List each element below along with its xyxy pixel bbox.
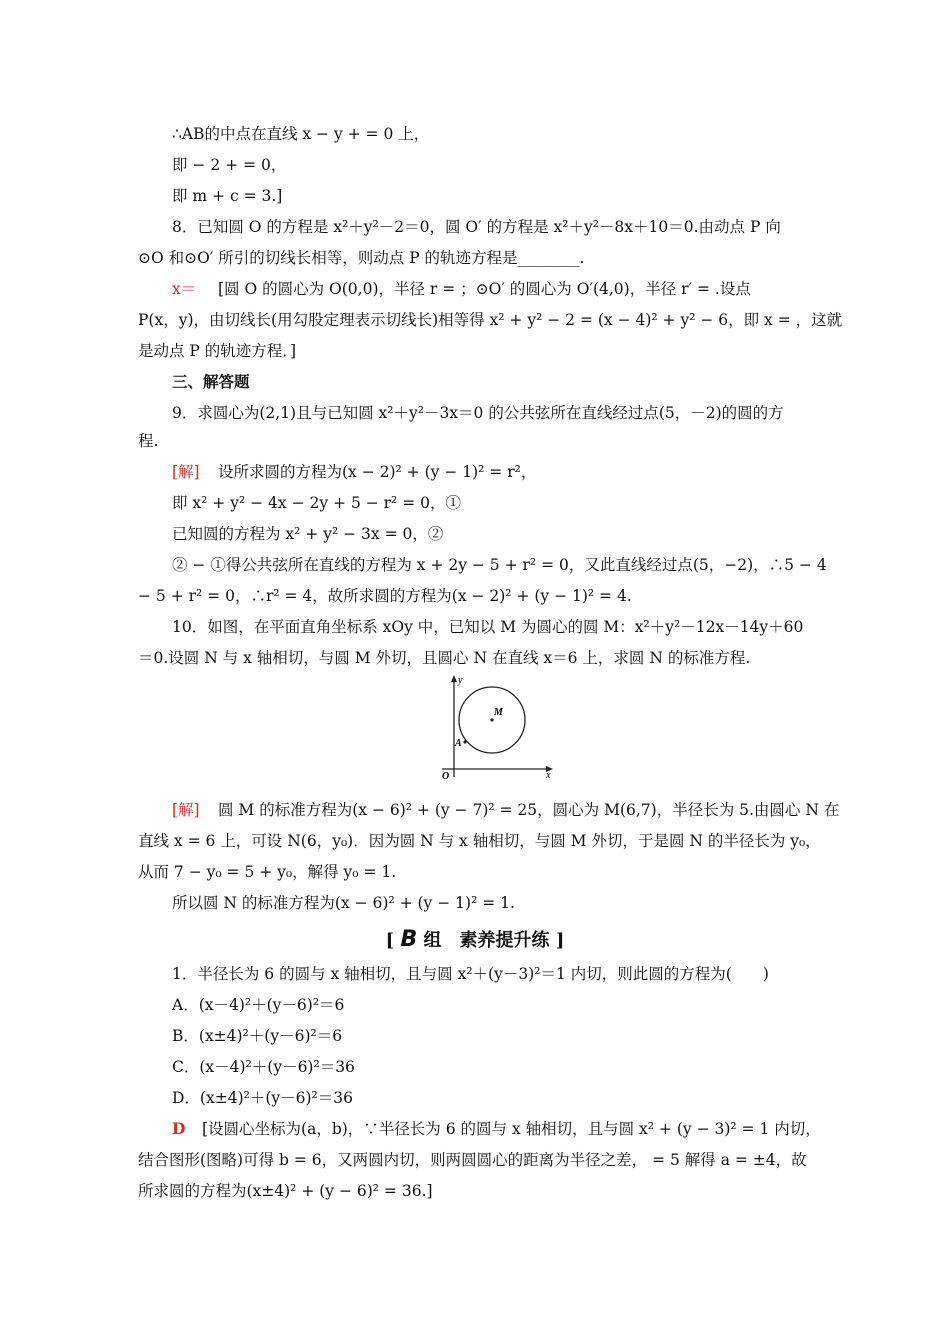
circle-figure <box>430 673 570 785</box>
text-line: 已知圆的方程为 x² + y² − 3x = 0，② <box>172 525 444 543</box>
point-a <box>463 740 466 743</box>
a-label: A <box>455 738 462 749</box>
y-axis-arrow <box>451 675 457 682</box>
text-line: ⊙O 和⊙O′ 所引的切线长相等，则动点 P 的轨迹方程是________. <box>138 249 585 267</box>
option-b: B．(x±4)²＋(y－6)²＝6 <box>172 1027 343 1045</box>
bracket-right: ] <box>555 930 565 951</box>
option-d: D．(x±4)²＋(y－6)²＝36 <box>172 1089 353 1107</box>
answer-label: D <box>172 1119 186 1138</box>
group-b-title <box>0 926 950 952</box>
text-line: [设圆心坐标为(a，b)，∵半径长为 6 的圆与 x 轴相切，且与圆 x² + (y − 3)² = 1 内切， <box>202 1120 821 1138</box>
text-line: − 5 + r² = 0，∴r² = 4，故所求圆的方程为(x − 2)² + (y − 1)² = 4. <box>138 587 632 605</box>
x-label: x <box>546 770 551 781</box>
text-line: 所以圆 N 的标准方程为(x − 6)² + (y − 1)² = 1. <box>172 894 515 912</box>
option-c: C．(x－4)²＋(y－6)²＝36 <box>172 1058 355 1076</box>
text-line: 是动点 P 的轨迹方程．] <box>138 342 297 360</box>
group-letter: B <box>400 927 418 952</box>
text-line: 设所求圆的方程为(x − 2)² + (y − 1)² = r²， <box>218 463 537 481</box>
text-line: 结合图形(图略)可得 b = 6，又两圆内切，则两圆圆心的距离为半径之差， = 5 解得 a = ±4，故 <box>138 1151 807 1169</box>
text-line: P(x，y)，由切线长(用勾股定理表示切线长)相等得 x² + y² − 2 = (x − 4)² + y² − 6，即 x = ，这就 <box>138 311 843 329</box>
point-m <box>490 718 493 721</box>
solution-label: [解] <box>172 463 200 481</box>
section-heading: 三、解答题 <box>172 372 250 391</box>
text-line: 所求圆的方程为(x±4)² + (y − 6)² = 36.] <box>138 1182 433 1200</box>
text-line: ∴AB的中点在直线 x − y + = 0 上， <box>172 125 430 143</box>
text-line: 直线 x = 6 上，可设 N(6，y₀)．因为圆 N 与 x 轴相切，与圆 M 外切，于是圆 N 的半径长为 y₀， <box>138 832 821 850</box>
text-line: 即 − 2 + = 0， <box>172 156 287 174</box>
group-title-text: 组 素养提升练 <box>423 930 550 951</box>
text-line: 即 x² + y² − 4x − 2y + 5 − r² = 0，① <box>172 494 461 512</box>
text-line: ＝0.设圆 N 与 x 轴相切，与圆 M 外切，且圆心 N 在直线 x＝6 上，求圆 N 的标准方程. <box>138 649 751 667</box>
option-a: A．(x－4)²＋(y－6)²＝6 <box>172 996 345 1014</box>
text-line: 从而 7 − y₀ = 5 + y₀，解得 y₀ = 1. <box>138 863 397 881</box>
origin-label: O <box>442 771 450 782</box>
text-line: [圆 O 的圆心为 O(0,0)，半径 r = ；⊙O′ 的圆心为 O′(4,0)，半径 r′ = .设点 <box>218 280 751 298</box>
question-8: 8．已知圆 O 的方程是 x²＋y²－2＝0，圆 O′ 的方程是 x²＋y²－8x＋10＝0.由动点 P 向 <box>172 218 781 236</box>
text-line: 程. <box>138 432 159 450</box>
question-9: 9．求圆心为(2,1)且与已知圆 x²＋y²－3x＝0 的公共弦所在直线经过点(5，－2)的圆的方 <box>172 404 784 422</box>
bracket-left: [ <box>385 930 395 951</box>
question-b1: 1．半径长为 6 的圆与 x 轴相切，且与圆 x²＋(y－3)²＝1 内切，则此圆的方程为( ) <box>172 965 769 983</box>
text-line: ② − ①得公共弦所在直线的方程为 x + 2y − 5 + r² = 0，又此直线经过点(5，−2)，∴5 − 4 <box>172 556 827 574</box>
solution-label: [解] <box>172 801 200 819</box>
text-line: 圆 M 的标准方程为(x − 6)² + (y − 7)² = 25，圆心为 M(6,7)，半径长为 5.由圆心 N 在 <box>218 801 840 819</box>
text-line: 即 m + c = 3.] <box>172 187 283 205</box>
question-10: 10．如图，在平面直角坐标系 xOy 中，已知以 M 为圆心的圆 M：x²＋y²－12x－14y＋60 <box>172 618 804 636</box>
m-label: M <box>494 707 503 718</box>
answer-label: x＝ <box>172 280 197 298</box>
y-label: y <box>458 675 463 686</box>
